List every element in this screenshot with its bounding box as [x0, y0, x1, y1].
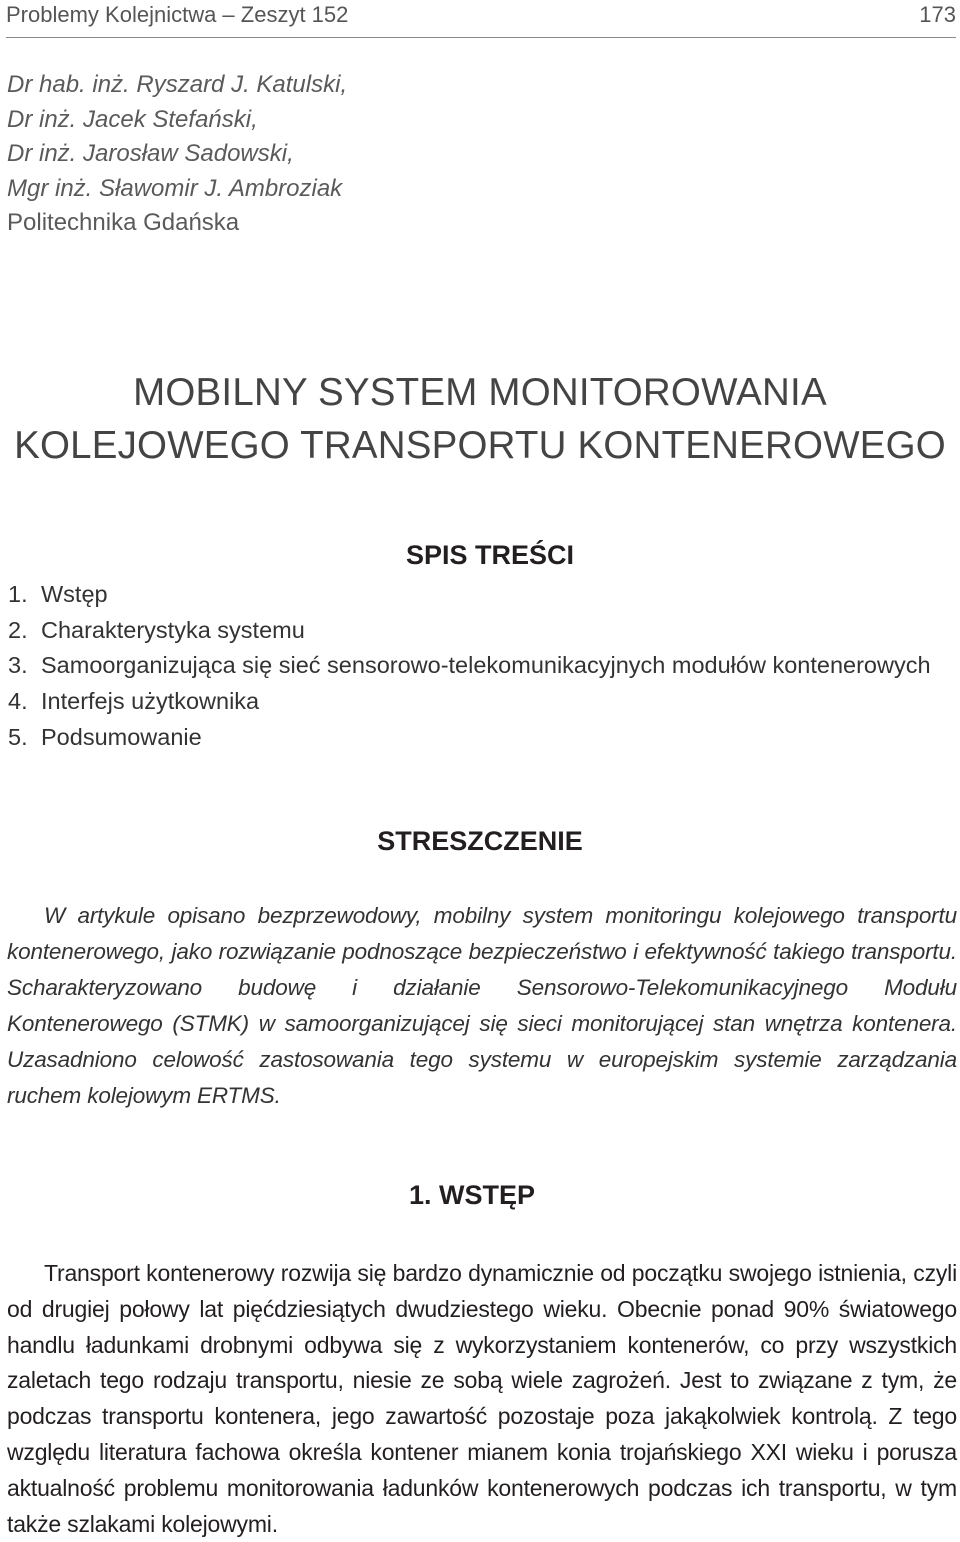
- article-title: [0, 366, 960, 472]
- toc-item: [8, 720, 931, 756]
- toc-item-number: 2.: [8, 616, 28, 643]
- toc-item: [8, 613, 931, 649]
- abstract-text: W artykule opisano bezprzewodowy, mobilny system monitoringu kolejowego transportu kontenerowego, jako rozwiązanie podnoszące bezpieczeństwo i efektywność takiego transportu. Scharakteryzowano budowę i działanie Sensorowo-Telekomunikacyjnego Modułu Kontenerowego (STMK) w samoorganizującej się sieci monitorującej stan wnętrza kontenera. Uzasadniono celowość zastosowania tego systemu w europejskim systemie zarządzania ruchem kolejowym ERTMS.: [7, 903, 957, 1108]
- table-of-contents: [8, 577, 931, 756]
- title-line-1: MOBILNY SYSTEM MONITOROWANIA: [133, 371, 827, 414]
- page-number: 173: [919, 2, 956, 27]
- toc-item: [8, 648, 931, 684]
- toc-item-label: Interfejs użytkownika: [41, 688, 260, 715]
- toc-item-number: 4.: [8, 688, 28, 715]
- running-header: [6, 0, 956, 38]
- author-block: [7, 68, 347, 241]
- title-line-2: KOLEJOWEGO TRANSPORTU KONTENEROWEGO: [14, 424, 946, 467]
- toc-heading: SPIS TREŚCI: [406, 540, 575, 570]
- toc-item-number: 5.: [8, 723, 28, 750]
- toc-item-label: Wstęp: [41, 581, 108, 607]
- author: Dr inż. Jacek Stefański,: [7, 105, 258, 133]
- toc-item: [8, 684, 931, 720]
- intro-heading: 1. WSTĘP: [409, 1180, 536, 1210]
- intro-paragraph: Transport kontenerowy rozwija się bardzo dynamicznie od początku swojego istnienia, czyli od drugiej połowy lat pięćdziesiątych dwudziestego wieku. Obecnie ponad 90% światowego handlu ładunkami drobnymi odbywa się z wykorzystaniem kontenerów, co przy wszystkich zaletach tego rodzaju transportu, niesie ze sobą wiele zagrożeń. Jest to związane z tym, że podczas transportu kontenera, jego zawartość pozostaje poza jakąkolwiek kontrolą. Z tego względu literatura fachowa określa kontener mianem konia trojańskiego XXI wieku i porusza aktualność problemu monitorowania ładunków kontenerowych podczas ich transportu, w tym także szlakami kolejowymi.: [7, 1260, 957, 1537]
- toc-item: [8, 577, 931, 613]
- abstract-heading: STRESZCZENIE: [377, 826, 583, 856]
- author: Mgr inż. Sławomir J. Ambroziak: [7, 174, 343, 202]
- journal-title: Problemy Kolejnictwa – Zeszyt 152: [6, 2, 349, 27]
- toc-item-label: Podsumowanie: [41, 723, 202, 750]
- toc-item-label: Charakterystyka systemu: [41, 616, 305, 643]
- toc-item-number: 3.: [8, 652, 28, 679]
- toc-item-label: Samoorganizująca się sieć sensorowo-telekomunikacyjnych modułów kontenerowych: [41, 652, 931, 679]
- author: Dr hab. inż. Ryszard J. Katulski,: [7, 71, 348, 98]
- toc-item-number: 1.: [8, 581, 28, 607]
- affiliation: Politechnika Gdańska: [7, 209, 240, 236]
- author: Dr inż. Jarosław Sadowski,: [7, 140, 294, 167]
